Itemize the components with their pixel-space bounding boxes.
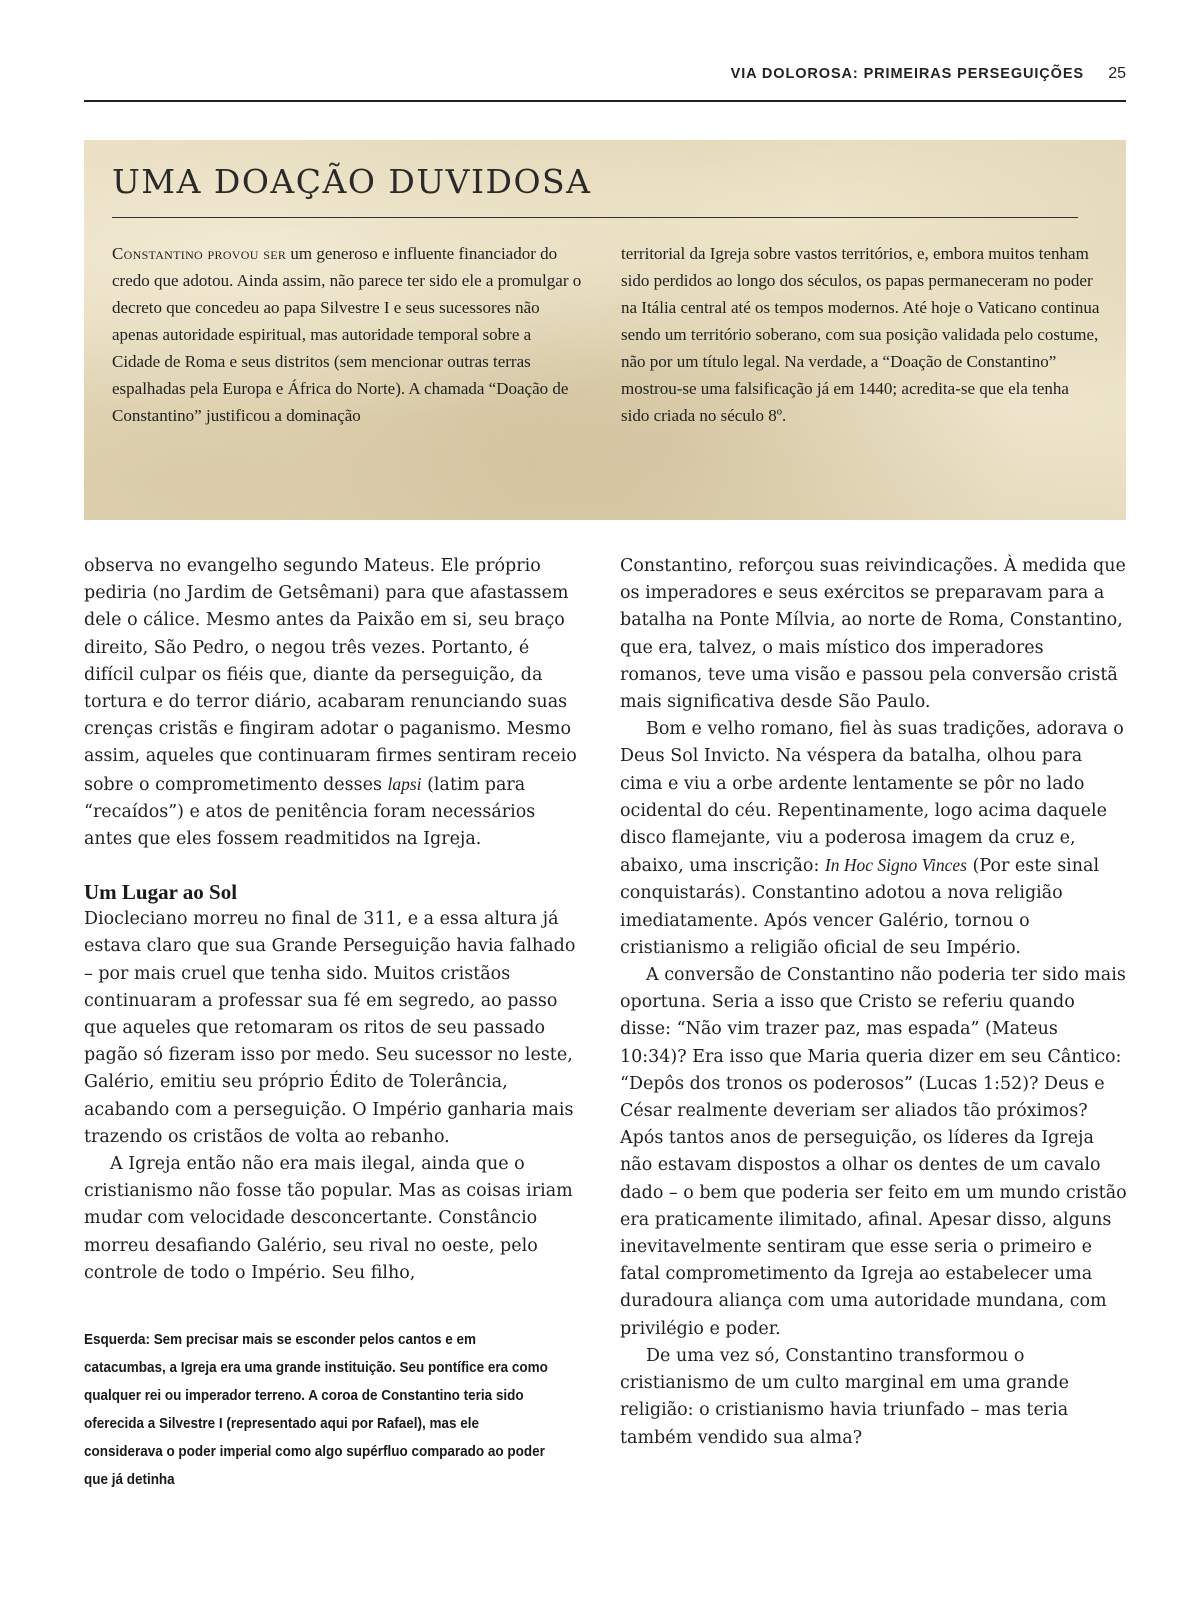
paragraph: De uma vez só, Constantino transformou o cristianismo de um culto marginal em uma grande religião: o cristianismo havia triunfado – mas teria também vendido sua alma? — [620, 1345, 1069, 1448]
paragraph-text: (latim para “recaídos”) e atos de penitência foram necessários antes que eles fossem readmitidos na Igreja. — [84, 774, 536, 850]
paragraph: A conversão de Constantino não poderia ter sido mais oportuna. Seria a isso que Cristo se referiu quando disse: “Não vim trazer paz, mas espada” (Mateus 10:34)? Era isso que Maria queria dizer em seu Cântico: “Depôs dos tronos os poderosos” (Lucas 1:52)? Deus e César realmente deveriam ser aliados tão próximos? Após tantos anos de perseguição, os líderes da Igreja não estavam dispostos a olhar os dentes de um cavalo dado – o bem que poderia ser feito em um mundo cristão era praticamente ilimitado, afinal. Apesar disso, alguns inevitavelmente sentiram que esse seria o primeiro e fatal comprometimento da Igreja ao estabelecer uma duradoura aliança com uma autoridade mundana, com privilégio e poder. — [620, 965, 1127, 1339]
sidebar-column-left — [112, 240, 582, 429]
body-column-right — [620, 553, 1130, 1452]
paragraph-text: observa no evangelho segundo Mateus. Ele próprio pediria (no Jardim de Getsêmani) para que afastassem dele o cálice. Mesmo antes da Paixão em si, seu braço direito, São Pedro, o negou três vezes. Portanto, é difícil culpar os fiéis que, diante da perseguição, da tortura e do terror diário, acabaram renunciando suas crenças cristãs e fingiram adotar o paganismo. Mesmo assim, aqueles que continuaram firmes sentiram receio sobre o comprometimento desses — [84, 556, 577, 795]
paragraph: A Igreja então não era mais ilegal, ainda que o cristianismo não fosse tão popular. Mas as coisas iriam mudar com velocidade desconcertante. Constâncio morreu desafiando Galério, seu rival no oeste, pelo controle de todo o Império. Seu filho, — [84, 1154, 573, 1283]
sidebar-column-right: territorial da Igreja sobre vastos territórios, e, embora muitos tenham sido perdidos ao longo dos séculos, os papas permaneceram no poder na Itália central até os tempos modernos. Até hoje o Vaticano continua sendo um território soberano, com sua posição validada pelo costume, não por um título legal. Na verdade, a “Doação de Constantino” mostrou-se uma falsificação já em 1440; acredita-se que ela tenha sido criada no século 8º. — [621, 244, 1100, 425]
body-column-left — [84, 553, 584, 1287]
header-rule — [84, 100, 1126, 102]
paragraph-text: Bom e velho romano, fiel às suas tradições, adorava o Deus Sol Invicto. Na véspera da batalha, olhou para cima e viu a orbe ardente lentamente se pôr no lado ocidental do céu. Repentinamente, logo acima daquele disco flamejante, viu a poderosa imagem da cruz e, abaixo, uma inscrição: — [620, 719, 1124, 877]
page-number: 25 — [1108, 65, 1126, 82]
paragraph — [84, 553, 584, 853]
paragraph-text: (Por este sinal conquistarás). Constantino adotou a nova religião imediatamente. Após vencer Galério, tornou o cristianismo a religião oficial de seu Império. — [620, 856, 1100, 958]
sidebar-lead-in: Constantino provou ser — [112, 244, 287, 263]
sidebar-box — [84, 140, 1126, 520]
running-header — [84, 62, 1126, 90]
paragraph: Diocleciano morreu no final de 311, e a essa altura já estava claro que sua Grande Perseguição havia falhado – por mais cruel que tenha sido. Muitos cristãos continuaram a professar sua fé em segredo, ao passo que aqueles que retomaram os ritos de seu passado pagão só fizeram isso por medo. Seu sucessor no leste, Galério, emitiu seu próprio Édito de Tolerância, acabando com a perseguição. O Império ganharia mais trazendo os cristãos de volta ao rebanho. — [84, 909, 576, 1147]
italic-term: lapsi — [387, 773, 422, 794]
paragraph: Constantino, reforçou suas reivindicações. À medida que os imperadores e seus exércitos se preparavam para a batalha na Ponte Mílvia, ao norte de Roma, Constantino, que era, talvez, o mais místico dos imperadores romanos, teve uma visão e passou pela conversão cristã mais significativa desde São Paulo. — [620, 556, 1126, 713]
sidebar-text-left: um generoso e influente financiador do credo que adotou. Ainda assim, não parece ter sido ele a promulgar o decreto que concedeu ao papa Silvestre I e seus sucessores não apenas autoridade espiritual, mas autoridade temporal sobre a Cidade de Roma e seus distritos (sem mencionar outras terras espalhadas pela Europa e África do Norte). A chamada “Doação de Constantino” justificou a dominação — [112, 244, 582, 425]
running-title: VIA DOLOROSA: PRIMEIRAS PERSEGUIÇÕES — [730, 66, 1084, 82]
italic-inscription: In Hoc Signo Vinces — [824, 855, 967, 876]
section-subheading: Um Lugar ao Sol — [84, 880, 238, 905]
sidebar-title-rule — [112, 217, 1078, 218]
image-caption: Esquerda: Sem precisar mais se esconder pelos cantos e em catacumbas, a Igreja era uma grande instituição. Seu pontífice era como qualquer rei ou imperador terreno. A coroa de Constantino teria sido oferecida a Silvestre I (representado aqui por Rafael), mas ele considerava o poder imperial como algo supérfluo comparado ao poder que já detinha — [84, 1332, 548, 1488]
sidebar-title: UMA DOAÇÃO DUVIDOSA — [112, 162, 592, 201]
paragraph — [620, 716, 1130, 962]
